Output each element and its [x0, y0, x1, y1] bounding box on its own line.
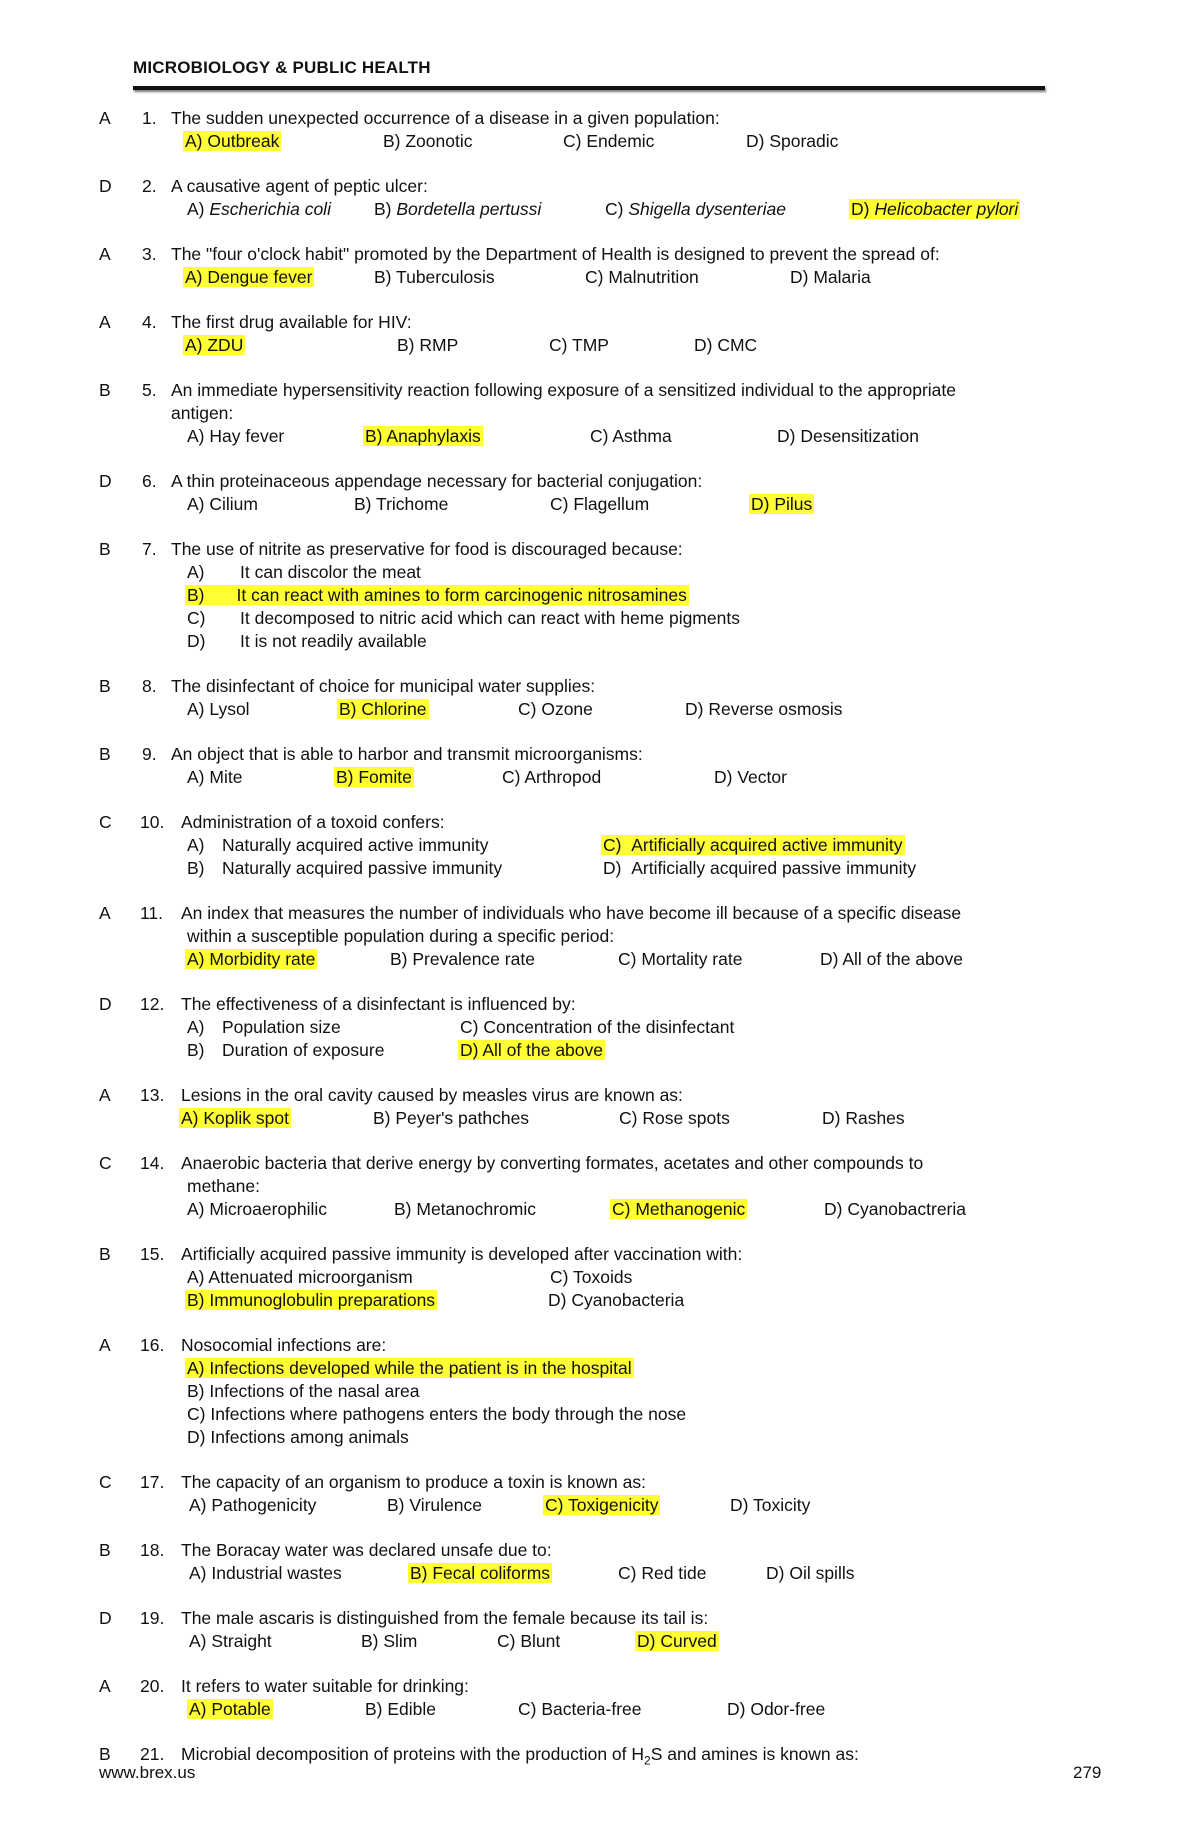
option-a: Population size — [222, 1017, 341, 1037]
option-c: C) Bacteria-free — [518, 1699, 642, 1719]
highlighted-answer: B) Immunoglobulin preparations — [187, 1290, 436, 1310]
answer-key: A — [99, 108, 111, 128]
highlighted-answer: A) Potable — [189, 1699, 271, 1719]
option-d: D) Desensitization — [777, 426, 919, 446]
question-text: It refers to water suitable for drinking: — [181, 1676, 469, 1696]
answer-key: D — [99, 994, 112, 1014]
question-text: The sudden unexpected occurrence of a disease in a given population: — [171, 108, 720, 128]
question-text: The "four o'clock habit" promoted by the Department of Health is designed to prevent the spread of: — [171, 244, 940, 264]
option-c: C) Concentration of the disinfectant — [460, 1017, 735, 1037]
answer-key: A — [99, 1676, 111, 1696]
option-a — [185, 335, 245, 355]
question-text-continued: methane: — [187, 1176, 260, 1196]
highlighted-answer: C) Toxigenicity — [545, 1495, 659, 1515]
question-text: Artificially acquired passive immunity is developed after vaccination with: — [181, 1244, 743, 1264]
answer-key: A — [99, 903, 111, 923]
option-a: It can discolor the meat — [240, 562, 421, 582]
question-text: Anaerobic bacteria that derive energy by converting formates, acetates and other compounds to — [181, 1153, 924, 1173]
option-d: D) Odor-free — [727, 1699, 826, 1719]
option-b — [365, 426, 483, 446]
question-number: 8. — [142, 676, 157, 696]
option-d: D) Cyanobactreria — [824, 1199, 966, 1219]
question-number: 1. — [142, 108, 157, 128]
answer-key: D — [99, 176, 112, 196]
option-a-letter: A) — [187, 1017, 205, 1037]
highlighted-answer: C) Methanogenic — [612, 1199, 746, 1219]
option-a — [181, 1108, 291, 1128]
answer-key: A — [99, 1085, 111, 1105]
answer-key: D — [99, 1608, 112, 1628]
option-c: C) Flagellum — [550, 494, 650, 514]
answer-key: A — [99, 1335, 111, 1355]
option-d: D) Vector — [714, 767, 787, 787]
option-b: B) RMP — [397, 335, 459, 355]
option-c: C) Infections where pathogens enters the body through the nose — [187, 1404, 687, 1424]
option-a: A) Straight — [189, 1631, 272, 1651]
option-a: Naturally acquired active immunity — [222, 835, 489, 855]
highlighted-answer: C) Artificially acquired active immunity — [603, 835, 903, 855]
option-d: D) Malaria — [790, 267, 871, 287]
answer-key: A — [99, 244, 111, 264]
answer-key: B — [99, 380, 111, 400]
option-d: D) All of the above — [820, 949, 963, 969]
question-number: 21. — [140, 1744, 165, 1764]
question-text-continued: within a susceptible population during a specific period: — [187, 926, 615, 946]
option-c — [603, 835, 905, 855]
option-a — [187, 1358, 634, 1378]
question-text: The Boracay water was declared unsafe due to: — [181, 1540, 552, 1560]
option-b: B) Peyer's pathches — [373, 1108, 530, 1128]
option-d — [637, 1631, 719, 1651]
option-b — [336, 767, 414, 787]
highlighted-answer: A) ZDU — [185, 335, 244, 355]
option-d: D) Sporadic — [746, 131, 839, 151]
option-d: D) Cyanobacteria — [548, 1290, 685, 1310]
option-c: C) Endemic — [563, 131, 655, 151]
option-c-letter: C) — [187, 608, 206, 628]
option-b: B) Virulence — [387, 1495, 483, 1515]
page-number: 279 — [1073, 1763, 1102, 1782]
question-text: The disinfectant of choice for municipal water supplies: — [171, 676, 596, 696]
footer-url[interactable]: www.brex.us — [99, 1763, 196, 1782]
answer-key: B — [99, 1744, 111, 1764]
question-number: 14. — [140, 1153, 165, 1173]
page-title: MICROBIOLOGY & PUBLIC HEALTH — [133, 58, 431, 77]
option-c: C) Mortality rate — [618, 949, 743, 969]
question-text-continued: antigen: — [171, 403, 234, 423]
option-d: D) Oil spills — [766, 1563, 855, 1583]
question-number: 2. — [142, 176, 157, 196]
option-c: C) Toxoids — [550, 1267, 633, 1287]
question-text: The effectiveness of a disinfectant is influenced by: — [181, 994, 576, 1014]
option-a — [185, 267, 314, 287]
question-number: 6. — [142, 471, 157, 491]
option-b: B) Edible — [365, 1699, 437, 1719]
question-text: The first drug available for HIV: — [171, 312, 412, 332]
option-a: A) Industrial wastes — [189, 1563, 342, 1583]
option-b: Duration of exposure — [222, 1040, 385, 1060]
option-c: C) Shigella dysenteriae — [605, 199, 786, 219]
option-d: D) Infections among animals — [187, 1427, 409, 1447]
question-text: An index that measures the number of individuals who have become ill because of a specific disease — [181, 903, 962, 923]
option-d: D) Reverse osmosis — [685, 699, 843, 719]
option-b: B) Tuberculosis — [374, 267, 495, 287]
option-c: C) Arthropod — [502, 767, 602, 787]
question-text: An object that is able to harbor and transmit microorganisms: — [171, 744, 643, 764]
question-text: The use of nitrite as preservative for food is discouraged because: — [171, 539, 683, 559]
option-c: C) Malnutrition — [585, 267, 699, 287]
highlighted-answer: A) Infections developed while the patient is in the hospital — [187, 1358, 632, 1378]
answer-key: B — [99, 744, 111, 764]
question-number: 20. — [140, 1676, 165, 1696]
question-number: 11. — [140, 903, 164, 923]
highlighted-answer: B) It can react with amines to form carcinogenic nitrosamines — [187, 585, 687, 605]
highlighted-answer: A) Outbreak — [185, 131, 280, 151]
answer-key: B — [99, 1540, 111, 1560]
option-a: A) Pathogenicity — [189, 1495, 317, 1515]
question-text: Nosocomial infections are: — [181, 1335, 387, 1355]
option-d — [460, 1040, 605, 1060]
question-text: A thin proteinaceous appendage necessary for bacterial conjugation: — [171, 471, 703, 491]
highlighted-answer: D) Pilus — [751, 494, 813, 514]
option-d: D) Toxicity — [730, 1495, 811, 1515]
option-a: A) Mite — [187, 767, 243, 787]
option-d: D) Artificially acquired passive immunity — [603, 858, 917, 878]
option-a: A) Cilium — [187, 494, 258, 514]
option-a: A) Lysol — [187, 699, 250, 719]
option-a: A) Hay fever — [187, 426, 285, 446]
option-c: C) Rose spots — [619, 1108, 730, 1128]
option-a-letter: A) — [187, 562, 205, 582]
question-text: Administration of a toxoid confers: — [181, 812, 445, 832]
answer-key: B — [99, 1244, 111, 1264]
header-rule — [133, 86, 1045, 90]
question-number: 17. — [140, 1472, 165, 1492]
question-text: A causative agent of peptic ulcer: — [171, 176, 428, 196]
option-b — [187, 585, 689, 605]
highlighted-answer: B) Chlorine — [339, 699, 427, 719]
highlighted-answer: A) Dengue fever — [185, 267, 313, 287]
question-text: Lesions in the oral cavity caused by measles virus are known as: — [181, 1085, 683, 1105]
answer-key: B — [99, 676, 111, 696]
option-c — [545, 1495, 660, 1515]
option-a — [185, 131, 281, 151]
highlighted-answer: D) Curved — [637, 1631, 717, 1651]
question-text: Microbial decomposition of proteins with the production of $H_2S$ and amines is known as: — [181, 1744, 859, 1768]
option-b: B) Trichome — [354, 494, 449, 514]
option-a — [189, 1699, 273, 1719]
option-b: B) Slim — [361, 1631, 418, 1651]
option-a: A) Microaerophilic — [187, 1199, 328, 1219]
option-b: B) Bordetella pertussi — [374, 199, 542, 219]
option-b: Naturally acquired passive immunity — [222, 858, 503, 878]
option-a-letter: A) — [187, 835, 205, 855]
highlighted-answer: A) Morbidity rate — [187, 949, 316, 969]
option-d: It is not readily available — [240, 631, 427, 651]
option-b: B) Metanochromic — [394, 1199, 536, 1219]
option-c: C) Blunt — [497, 1631, 561, 1651]
option-d — [751, 494, 814, 514]
option-b — [339, 699, 429, 719]
question-number: 9. — [142, 744, 157, 764]
option-b — [410, 1563, 552, 1583]
option-c — [612, 1199, 747, 1219]
option-a: A) Attenuated microorganism — [187, 1267, 413, 1287]
option-b: B) Infections of the nasal area — [187, 1381, 420, 1401]
question-text: An immediate hypersensitivity reaction following exposure of a sensitized individual to the appropriate — [171, 380, 957, 400]
option-c: C) Red tide — [618, 1563, 707, 1583]
option-c: C) Asthma — [590, 426, 672, 446]
option-c: C) TMP — [549, 335, 609, 355]
option-a — [187, 949, 317, 969]
highlighted-answer: B) Fecal coliforms — [410, 1563, 551, 1583]
answer-key: C — [99, 812, 112, 832]
option-b — [187, 1290, 437, 1310]
option-d: D) Rashes — [822, 1108, 905, 1128]
question-text: The male ascaris is distinguished from the female because its tail is: — [181, 1608, 709, 1628]
question-number: 16. — [140, 1335, 165, 1355]
option-d: D) CMC — [694, 335, 758, 355]
option-b-letter: B) — [187, 1040, 205, 1060]
question-number: 19. — [140, 1608, 165, 1628]
option-a: A) Escherichia coli — [187, 199, 331, 219]
question-number: 3. — [142, 244, 157, 264]
question-number: 13. — [140, 1085, 165, 1105]
option-d — [851, 199, 1020, 219]
option-c: It decomposed to nitric acid which can react with heme pigments — [240, 608, 740, 628]
option-b: B) Prevalence rate — [390, 949, 535, 969]
question-number: 5. — [142, 380, 157, 400]
question-number: 18. — [140, 1540, 165, 1560]
answer-key: C — [99, 1153, 112, 1173]
highlighted-answer: A) Koplik spot — [181, 1108, 289, 1128]
option-b: B) Zoonotic — [383, 131, 473, 151]
question-number: 12. — [140, 994, 165, 1014]
highlighted-answer: D) Helicobacter pylori — [851, 199, 1019, 219]
highlighted-answer: D) All of the above — [460, 1040, 603, 1060]
question-number: 4. — [142, 312, 157, 332]
option-c: C) Ozone — [518, 699, 593, 719]
highlighted-answer: B) Fomite — [336, 767, 412, 787]
question-number: 10. — [140, 812, 165, 832]
question-text: The capacity of an organism to produce a toxin is known as: — [181, 1472, 646, 1492]
answer-key: B — [99, 539, 111, 559]
answer-key: C — [99, 1472, 112, 1492]
answer-key: A — [99, 312, 111, 332]
option-b-letter: B) — [187, 858, 205, 878]
option-d-letter: D) — [187, 631, 206, 651]
question-number: 7. — [142, 539, 157, 559]
highlighted-answer: B) Anaphylaxis — [365, 426, 481, 446]
answer-key: D — [99, 471, 112, 491]
question-number: 15. — [140, 1244, 165, 1264]
